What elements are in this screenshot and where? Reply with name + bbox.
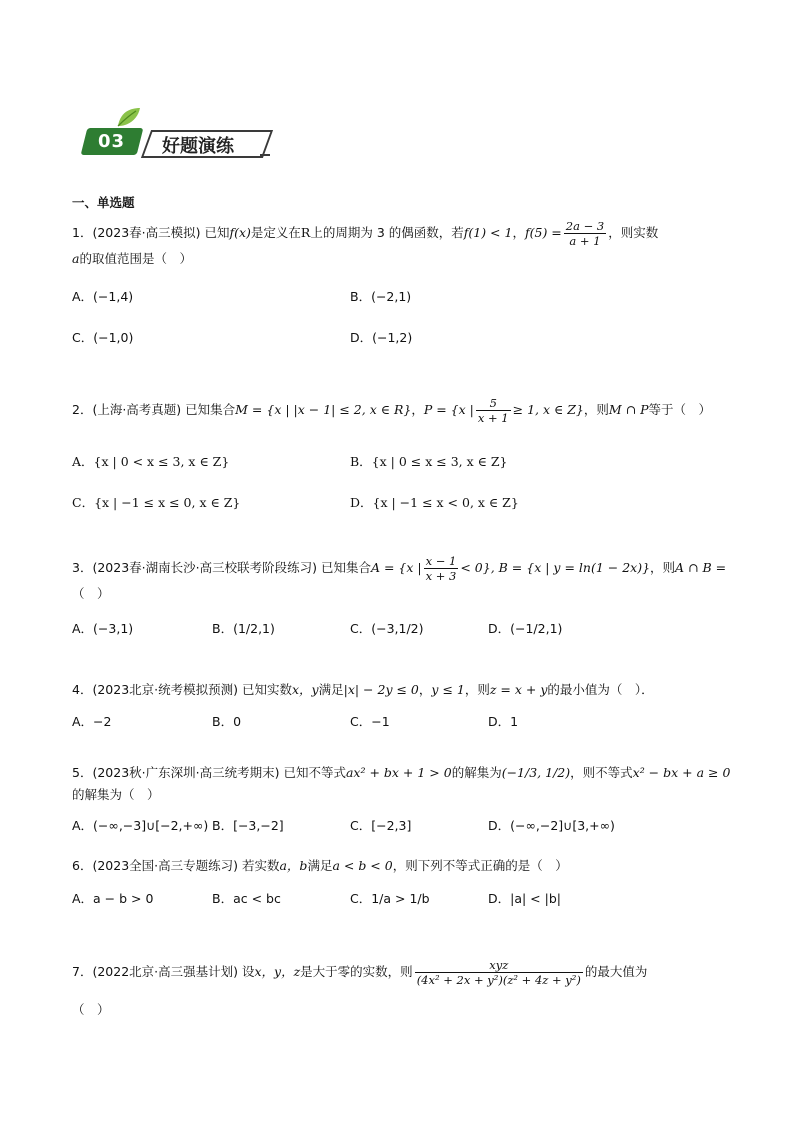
q5-option-d[interactable]: D．(−∞,−2]∪[3,+∞) [488,818,615,833]
q4-option-c[interactable]: C．−1 [350,714,390,729]
q1-frac-den: a + 1 [569,234,601,248]
q7-frac-den: (4x² + 2x + y²)(z² + 4z + y²) [416,973,581,987]
q2-frac-den: x + 1 [477,411,509,425]
q1-a: a [72,251,80,266]
q6-cond: a < b < 0 [332,858,393,873]
q3-option-b[interactable]: B．(1/2,1) [212,621,275,636]
q5-ineq2: x² − bx + a ≥ 0 [632,765,731,780]
q6-option-d[interactable]: D．|a| < |b| [488,891,561,906]
q4-prefix: 4．(2023北京·统考模拟预测) 已知实数 [72,682,292,697]
q2-set-M: M = {x | |x − 1| ≤ 2, x ∈ R} [235,402,412,417]
q2-set-P-post: ≥ 1, x ∈ Z} [512,402,584,417]
q4-option-d[interactable]: D．1 [488,714,519,729]
q6-option-b[interactable]: B．ac < bc [212,891,281,906]
q3-AB: A ∩ B = [675,560,727,575]
q2-option-a[interactable]: A．{x | 0 < x ≤ 3, x ∈ Z} [72,454,230,469]
q7-fraction [415,958,583,987]
q4-option-b[interactable]: B．0 [212,714,242,729]
q2-option-c[interactable]: C．{x | −1 ≤ x ≤ 0, x ∈ Z} [72,495,241,510]
q5-sol: (−1/3, 1/2) [501,765,571,780]
q1-line2: 的取值范围是（ ） [79,251,192,266]
q4-mid2: ，则 [464,682,490,697]
q1-cond2: f(5) = [524,225,562,240]
q1-option-c[interactable]: C．(−1,0) [72,330,134,345]
q1-frac-num: 2a − 3 [565,219,605,233]
q1-R: R [300,225,311,240]
q4-option-a[interactable]: A．−2 [72,714,112,729]
q2-MP: M ∩ P [608,402,649,417]
q1-fraction [564,219,606,248]
q3-tail: ，则 [650,560,676,575]
q2-fraction [476,396,511,425]
q3-set-B: , B = {x | y = ln(1 − 2x)} [490,560,651,575]
q3-option-d[interactable]: D．(−1/2,1) [488,621,563,636]
q3-set-A-post: < 0} [460,560,491,575]
q7-line2: （ ） [72,1002,110,1017]
title-underline [260,154,270,156]
q1-cond1: f(1) < 1 [463,225,513,240]
question-7 [72,958,732,987]
q5-ineq: ax² + bx + 1 > 0 [345,765,452,780]
q5-option-c[interactable]: C．[−2,3] [350,818,412,833]
question-1 [72,219,732,270]
q4-cond2: y ≤ 1 [431,682,465,697]
q2-comma: ， [411,402,424,417]
question-4 [72,679,732,701]
q2-tail: ，则 [583,402,609,417]
q4-mid: 满足 [318,682,344,697]
q7-mid: 是大于零的实数，则 [300,964,413,979]
question-5 [72,762,732,806]
q6-option-a[interactable]: A．a − b > 0 [72,891,154,906]
q6-mid: 满足 [307,858,333,873]
q1-comma: ， [512,225,525,240]
q3-prefix: 3．(2023春·湖南长沙·高三校联考阶段练习) 已知集合 [72,560,371,575]
q3-frac-num: x − 1 [425,554,457,568]
q3-fraction [424,554,459,583]
q2-option-b[interactable]: B．{x | 0 ≤ x ≤ 3, x ∈ Z} [350,454,508,469]
section-title: 一、单选题 [72,195,135,210]
q3-option-a[interactable]: A．(−3,1) [72,621,134,636]
q1-option-b[interactable]: B．(−2,1) [350,289,412,304]
q6-prefix: 6．(2023全国·高三专题练习) 若实数 [72,858,280,873]
q1-mid2: 上的周期为 3 的偶函数，若 [310,225,464,240]
q3-option-c[interactable]: C．(−3,1/2) [350,621,424,636]
q1-tail: ，则实数 [608,225,659,240]
q3-line2: （ ） [72,586,110,601]
q4-comma: ， [418,682,432,697]
q2-frac-num: 5 [476,396,511,411]
q5-line2: 的解集为（ ） [72,787,160,802]
q3-set-A-pre: A = {x | [370,560,422,575]
q5-option-b[interactable]: B．[−3,−2] [212,818,284,833]
q5-mid: 的解集为 [451,765,502,780]
q2-prefix: 2．(上海·高考真题) 已知集合 [72,402,236,417]
q1-option-d[interactable]: D．(−1,2) [350,330,413,345]
badge-number: 03 [98,131,126,152]
q6-tail: ，则下列不等式正确的是（ ） [392,858,568,873]
q1-option-a[interactable]: A．(−1,4) [72,289,134,304]
page-title: 好题演练 [162,136,234,157]
q7-vars: x，y，z [254,964,301,979]
q4-cond1: |x| − 2y ≤ 0 [343,682,419,697]
q6-option-c[interactable]: C．1/a > 1/b [350,891,430,906]
q7-frac-num: xyz [415,958,583,973]
question-3 [72,554,732,605]
q3-frac-den: x + 3 [425,569,457,583]
q1-prefix: 1．(2023春·高三模拟) 已知 [72,225,230,240]
q2-set-P-pre: P = {x | [423,402,474,417]
q7-prefix: 7．(2022北京·高三强基计划) 设 [72,964,255,979]
question-2 [72,396,732,425]
q5-mid2: ，则不等式 [570,765,633,780]
question-6 [72,855,732,877]
section-banner [84,120,274,160]
q6-vars: a，b [279,858,308,873]
q2-tail2: 等于（ ） [648,402,712,417]
q5-option-a[interactable]: A．(−∞,−3]∪[−2,+∞) [72,818,209,833]
q1-fx: f(x) [229,225,251,240]
q4-tail: 的最小值为（ ）． [547,682,654,697]
q4-vars: x，y [291,682,319,697]
q2-option-d[interactable]: D．{x | −1 ≤ x < 0, x ∈ Z} [350,495,519,510]
leaf-icon [114,106,142,128]
q5-prefix: 5．(2023秋·广东深圳·高三统考期末) 已知不等式 [72,765,346,780]
q7-tail: 的最大值为 [584,964,648,979]
q4-z: z = x + y [489,682,548,697]
q1-mid: 是定义在 [250,225,301,240]
